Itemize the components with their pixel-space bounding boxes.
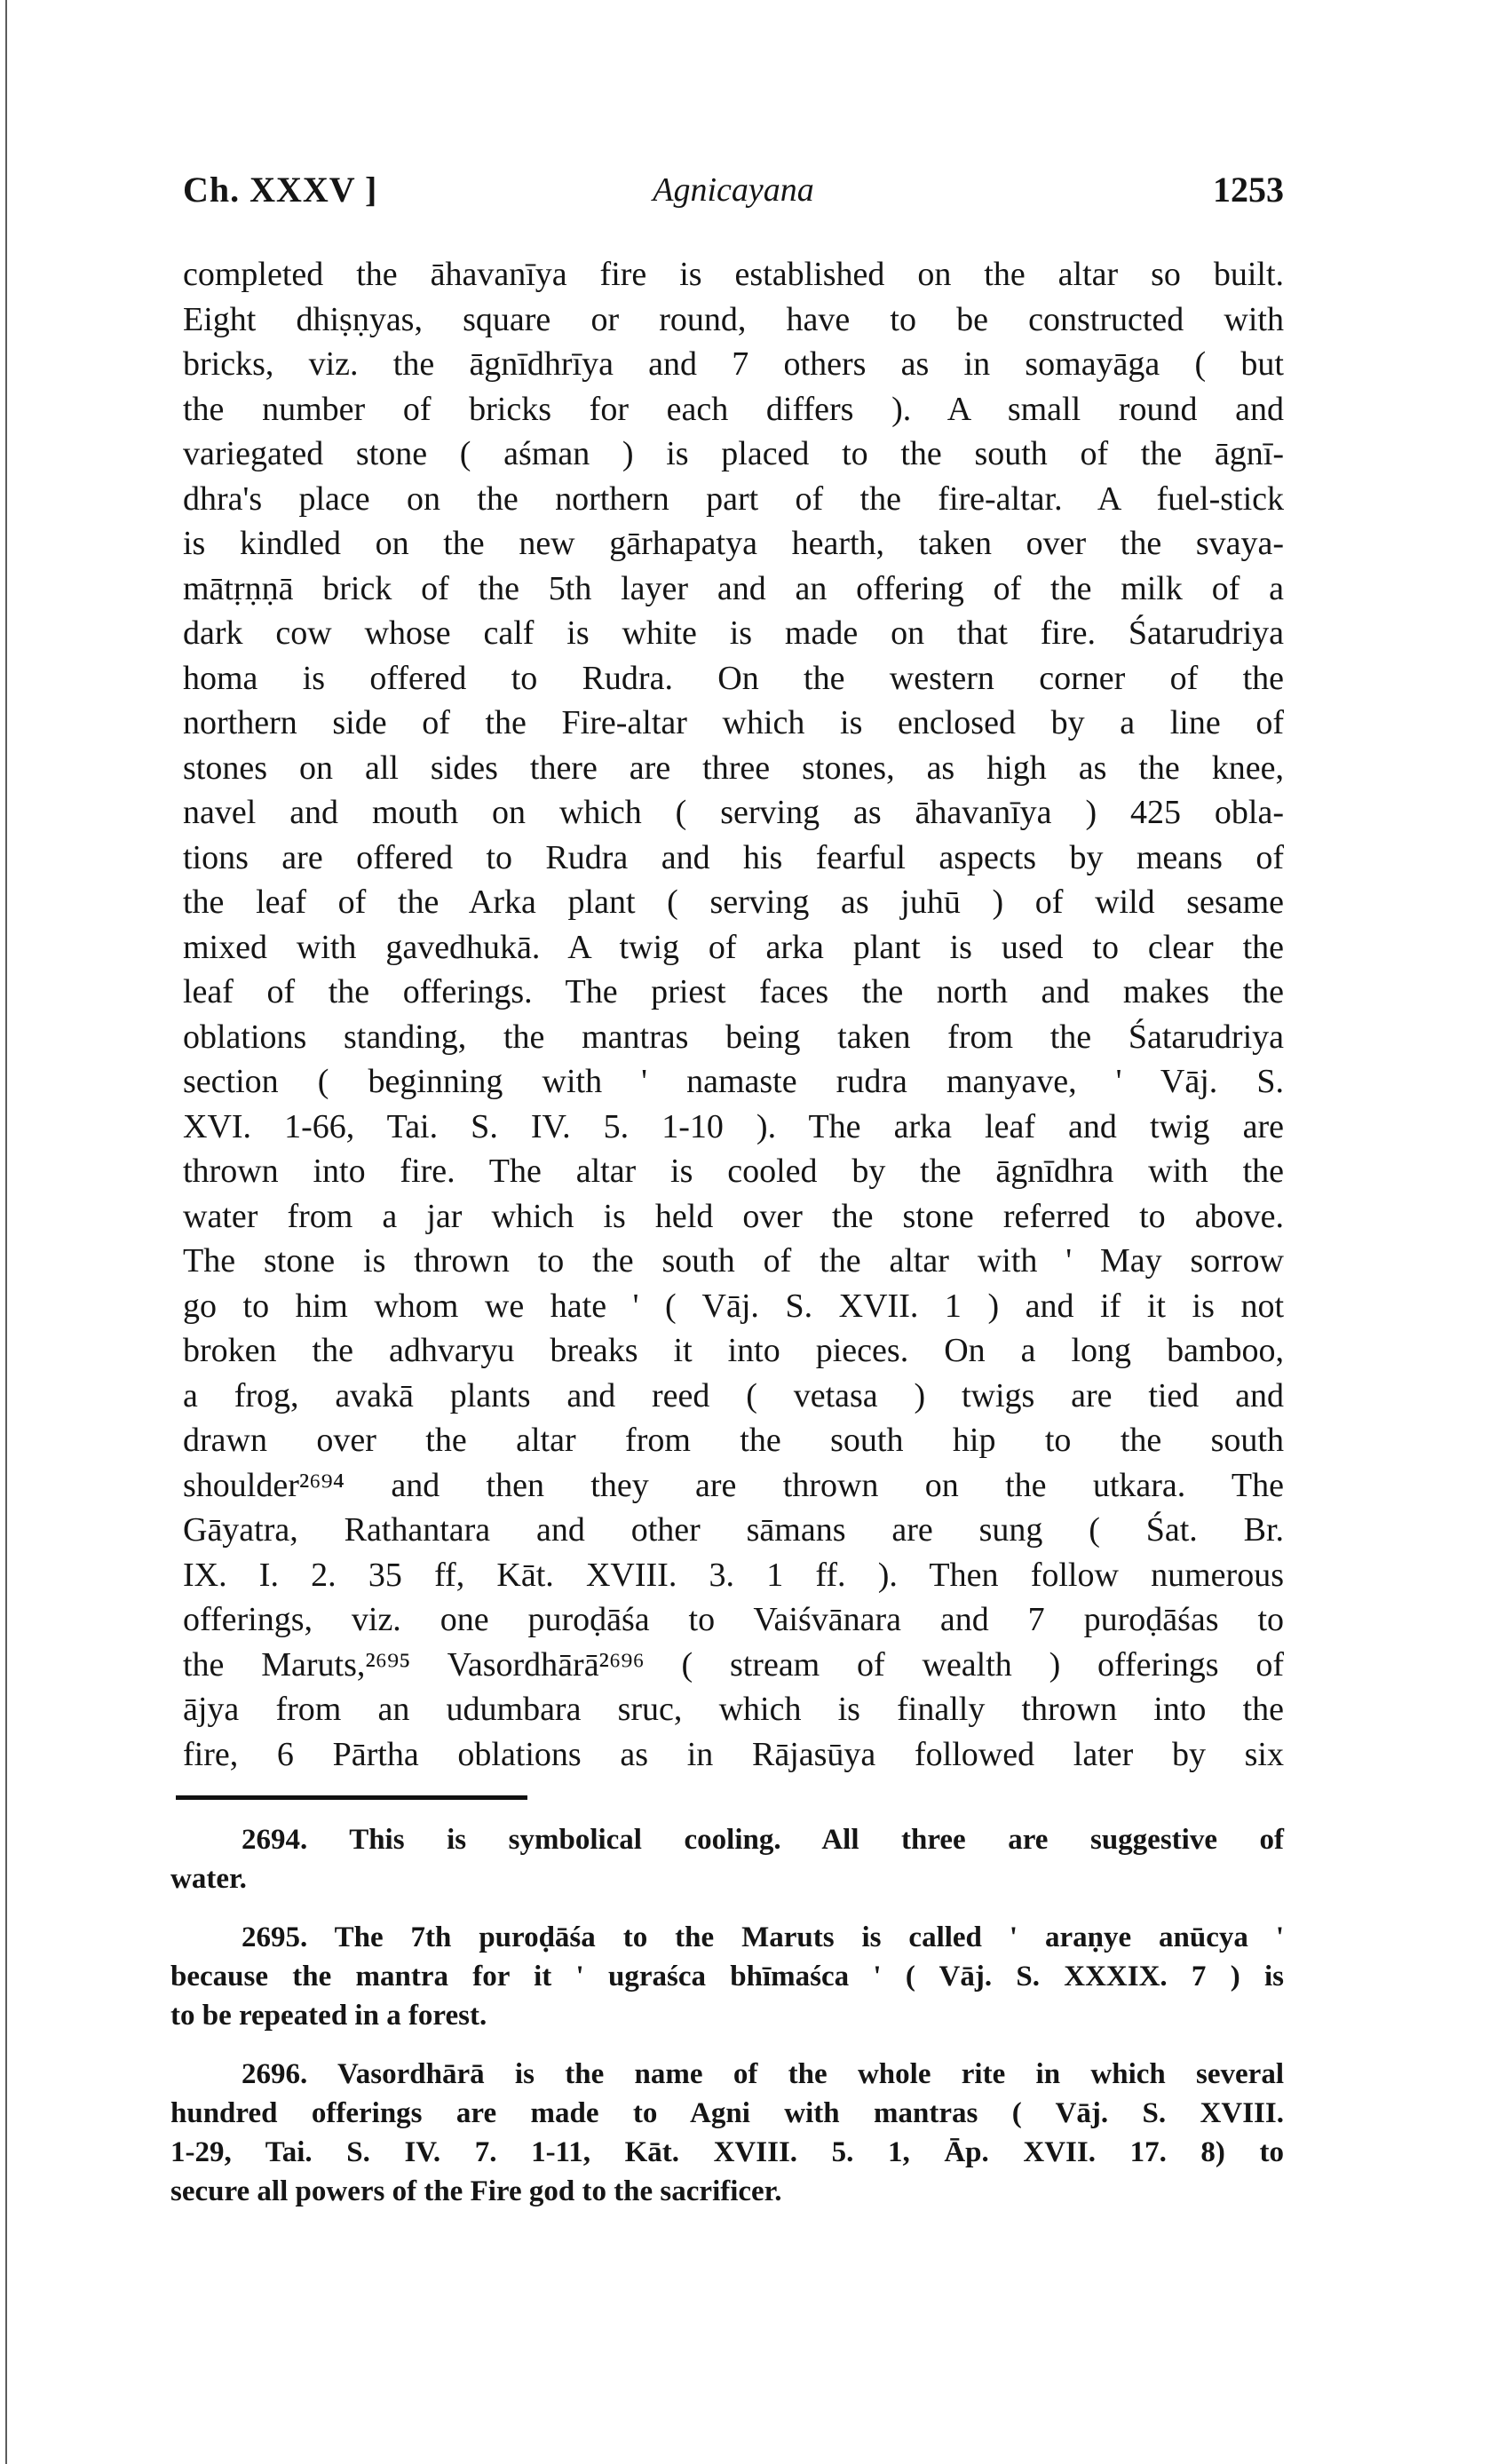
text-line: ājya from an udumbara sruc, which is finally thrown into the xyxy=(183,1691,1284,1728)
text-line: dhra's place on the northern part of the fire-altar. A fuel-stick xyxy=(183,479,1284,518)
text-line: fire, 6 Pārtha oblations as in Rājasūya followed later by six xyxy=(183,1735,1284,1773)
text-line: completed the āhavanīya fire is established on the altar so built. xyxy=(183,256,1284,293)
text-line: shoulder²⁶⁹⁴ and then they are thrown on the utkara. The xyxy=(183,1466,1284,1504)
footnote-line: hundred offerings are made to Agni with mantras ( Vāj. S. XVIII. xyxy=(170,2097,1284,2129)
text-line: the leaf of the Arka plant ( serving as juhū ) of wild sesame xyxy=(183,883,1284,921)
text-line: tions are offered to Rudra and his fearful aspects by means of xyxy=(183,838,1284,876)
footnotes xyxy=(170,1820,1284,2230)
text-line: is kindled on the new gārhapatya hearth, taken over the svaya- xyxy=(183,525,1284,562)
text-line: drawn over the altar from the south hip to the south xyxy=(183,1422,1284,1459)
scan-edge-line xyxy=(5,0,7,2464)
footnote-line: 2696. Vasordhārā is the name of the whole rite in which several xyxy=(242,2058,1284,2090)
footnote-line: 2694. This is symbolical cooling. All three are suggestive of xyxy=(242,1824,1284,1856)
footnote-2694 xyxy=(170,1820,1284,1898)
text-line: a frog, avakā plants and reed ( vetasa ) twigs are tied and xyxy=(183,1376,1284,1414)
text-line: thrown into fire. The altar is cooled by the āgnīdhra with the xyxy=(183,1153,1284,1190)
text-line: navel and mouth on which ( serving as āhavanīya ) 425 obla- xyxy=(183,794,1284,831)
text-line: XVI. 1-66, Tai. S. IV. 5. 1-10 ). The arka leaf and twig are xyxy=(183,1107,1284,1145)
footnote-line: 2695. The 7th puroḍāśa to the Maruts is called ' araṇye anūcya ' xyxy=(242,1921,1284,1953)
text-line: section ( beginning with ' namaste rudra manyave, ' Vāj. S. xyxy=(183,1063,1284,1100)
text-line: bricks, viz. the āgnīdhrīya and 7 others as in somayāga ( but xyxy=(183,345,1284,383)
text-line: stones on all sides there are three stones, as high as the knee, xyxy=(183,749,1284,787)
chapter-label: Ch. XXXV ] xyxy=(183,170,378,210)
footnote-2695 xyxy=(170,1918,1284,2035)
text-line: dark cow whose calf is white is made on that fire. Śatarudriya xyxy=(183,614,1284,652)
footnote-rule xyxy=(176,1795,527,1800)
text-line: homa is offered to Rudra. On the western corner of the xyxy=(183,659,1284,697)
text-line: The stone is thrown to the south of the altar with ' May sorrow xyxy=(183,1242,1284,1280)
running-title: Agnicayana xyxy=(653,171,814,209)
text-line: the Maruts,²⁶⁹⁵ Vasordhārā²⁶⁹⁶ ( stream of wealth ) offerings of xyxy=(183,1645,1284,1684)
text-line: IX. I. 2. 35 ff, Kāt. XVIII. 3. 1 ff. ). Then follow numerous xyxy=(183,1556,1284,1594)
text-line: mātṛṇṇā brick of the 5th layer and an offering of the milk of a xyxy=(183,569,1284,607)
text-line: Eight dhiṣṇyas, square or round, have to be constructed with xyxy=(183,300,1284,338)
text-line: leaf of the offerings. The priest faces the north and makes the xyxy=(183,973,1284,1010)
footnote-line: to be repeated in a forest. xyxy=(170,2000,487,2032)
running-header xyxy=(183,169,1284,222)
text-line: go to him whom we hate ' ( Vāj. S. XVII. 1 ) and if it is not xyxy=(183,1287,1284,1325)
footnote-line: because the mantra for it ' ugraśca bhīmaśca ' ( Vāj. S. XXXIX. 7 ) is xyxy=(170,1961,1284,1993)
footnote-line: secure all powers of the Fire god to the sacrificer. xyxy=(170,2175,782,2207)
text-line: offerings, viz. one puroḍāśa to Vaiśvānara and 7 puroḍāśas to xyxy=(183,1601,1284,1638)
text-line: water from a jar which is held over the stone referred to above. xyxy=(183,1197,1284,1235)
text-line: broken the adhvaryu breaks it into pieces. On a long bamboo, xyxy=(183,1332,1284,1369)
text-line: variegated stone ( aśman ) is placed to the south of the āgnī- xyxy=(183,435,1284,472)
footnote-line: 1-29, Tai. S. IV. 7. 1-11, Kāt. XVIII. 5. 1, Āp. XVII. 17. 8) to xyxy=(170,2136,1284,2168)
text-line: Gāyatra, Rathantara and other sāmans are sung ( Śat. Br. xyxy=(183,1511,1284,1549)
text-line: northern side of the Fire-altar which is enclosed by a line of xyxy=(183,704,1284,741)
text-line: mixed with gavedhukā. A twig of arka plant is used to clear the xyxy=(183,928,1284,966)
text-line: oblations standing, the mantras being taken from the Śatarudriya xyxy=(183,1018,1284,1056)
main-text xyxy=(183,252,1284,1777)
text-line: the number of bricks for each differs ). A small round and xyxy=(183,390,1284,428)
page-number: 1253 xyxy=(1213,170,1284,210)
footnote-2696 xyxy=(170,2055,1284,2211)
footnote-line: water. xyxy=(170,1863,247,1895)
